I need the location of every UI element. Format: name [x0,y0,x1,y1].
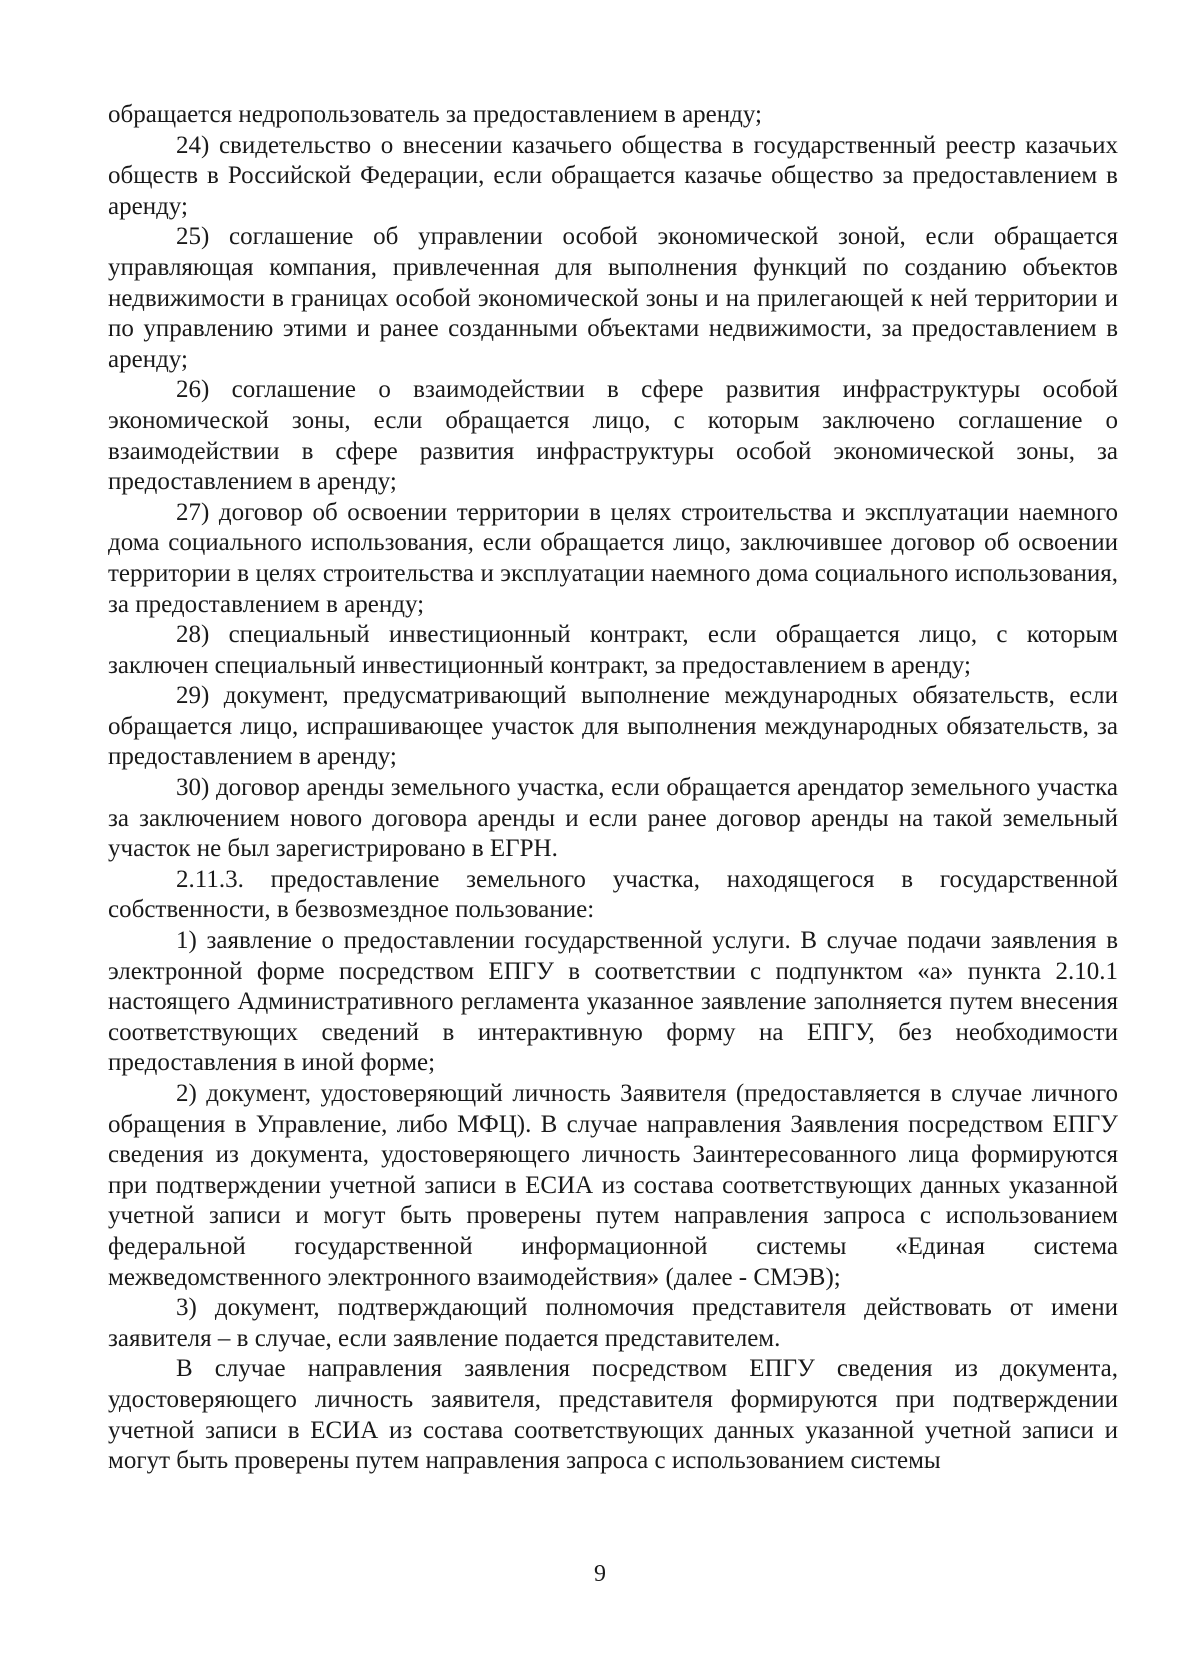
paragraph-epgu-note: В случае направления заявления посредством ЕПГУ сведения из документа, удостоверяющего личность заявителя, представителя формируются при подтверждении учетной записи в ЕСИА из состава соответствующих данных указанной учетной записи и могут быть проверены путем направления запроса с использованием системы [108,1355,1118,1475]
paragraph-item-28: 28) специальный инвестиционный контракт, если обращается лицо, с которым заключен специальный инвестиционный контракт, за предоставлением в аренду; [108,621,1118,679]
paragraph-subitem-2: 2) документ, удостоверяющий личность Заявителя (предоставляется в случае личного обращения в Управление, либо МФЦ). В случае направления Заявления посредством ЕПГУ сведения из документа, удостоверяющего личность Заинтересованного лица формируются при подтверждении учетной записи в ЕСИА из состава соответствующих данных указанной учетной записи и могут быть проверены путем направления запроса с использованием федеральной государственной информационной системы «Единая система межведомственного электронного взаимодействия» (далее - СМЭВ); [108,1080,1118,1291]
paragraph-item-25: 25) соглашение об управлении особой экономической зоной, если обращается управляющая компания, привлеченная для выполнения функций по созданию объектов недвижимости в границах особой экономической зоны и на прилегающей к ней территории и по управлению этими и ранее созданными объектами недвижимости, за предоставлением в аренду; [108,223,1118,373]
paragraph-subitem-3: 3) документ, подтверждающий полномочия представителя действовать от имени заявителя – в случае, если заявление подается представителем. [108,1294,1118,1352]
paragraph-item-26: 26) соглашение о взаимодействии в сфере развития инфраструктуры особой экономической зоны, если обращается лицо, с которым заключено соглашение о взаимодействии в сфере развития инфраструктуры особой экономической зоны, за предоставлением в аренду; [108,376,1118,496]
document-body [108,100,1118,1477]
page-number: 9 [594,1561,606,1587]
paragraph-item-27: 27) договор об освоении территории в целях строительства и эксплуатации наемного дома социального использования, если обращается лицо, заключившее договор об освоении территории в целях строительства и эксплуатации наемного дома социального использования, за предоставлением в аренду; [108,498,1118,618]
paragraph-item-29: 29) документ, предусматривающий выполнение международных обязательств, если обращается лицо, испрашивающее участок для выполнения международных обязательств, за предоставлением в аренду; [108,682,1118,771]
paragraph-continuation: обращается недропользователь за предоставлением в аренду; [108,101,762,128]
paragraph-item-30: 30) договор аренды земельного участка, если обращается арендатор земельного участка за заключением нового договора аренды и если ранее договор аренды на такой земельный участок не был зарегистрировано в ЕГРН. [108,774,1118,863]
paragraph-section-2-11-3: 2.11.3. предоставление земельного участка, находящегося в государственной собственности, в безвозмездное пользование: [108,865,1118,924]
paragraph-item-24: 24) свидетельство о внесении казачьего общества в государственный реестр казачьих обществ в Российской Федерации, если обращается казачье общество за предоставлением в аренду; [108,131,1118,220]
paragraph-subitem-1: 1) заявление о предоставлении государственной услуги. В случае подачи заявления в электронной форме посредством ЕПГУ в соответствии с подпунктом «а» пункта 2.10.1 настоящего Административного регламента указанное заявление заполняется путем внесения соответствующих сведений в интерактивную форму на ЕПГУ, без необходимости предоставления в иной форме; [108,927,1118,1077]
